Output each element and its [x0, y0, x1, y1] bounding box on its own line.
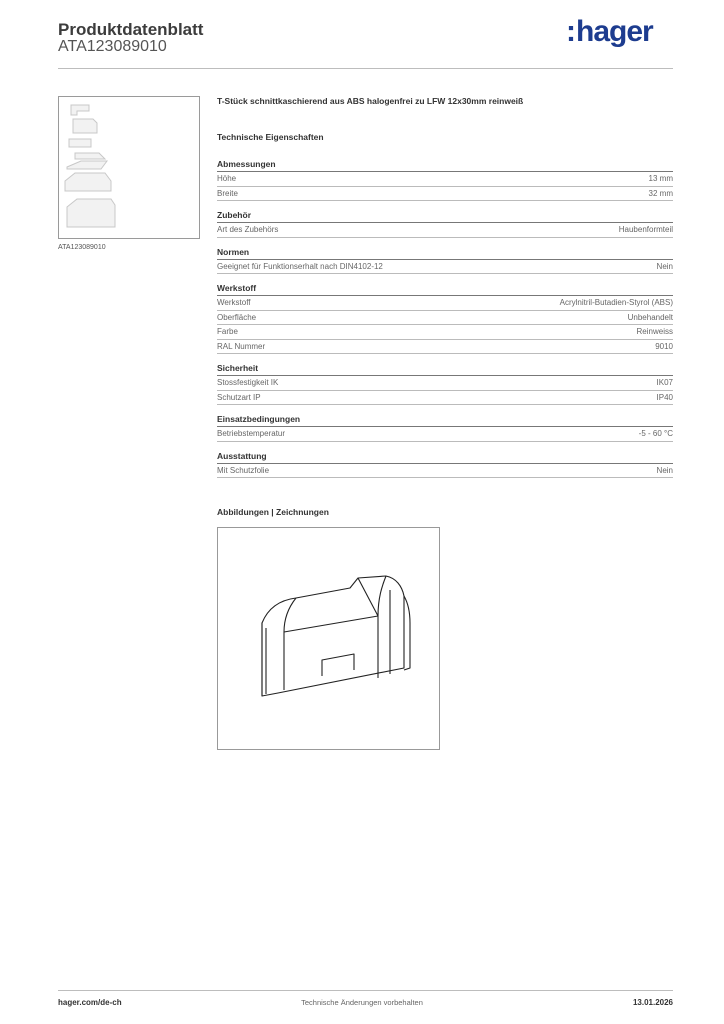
hager-logo: :hager: [566, 15, 653, 48]
product-thumbnail: [58, 96, 200, 239]
technical-drawing: [217, 527, 440, 750]
spec-group: [217, 158, 673, 201]
spec-label: Schutzart IP: [217, 392, 261, 402]
footer-notice: Technische Änderungen vorbehalten: [301, 998, 423, 1007]
spec-value: -5 - 60 °C: [638, 429, 673, 438]
spec-value: IK07: [656, 378, 673, 387]
article-number: ATA123089010: [58, 38, 167, 55]
spec-group-title: Zubehör: [217, 209, 673, 223]
spec-label: Höhe: [217, 174, 237, 183]
spec-label: Breite: [217, 188, 238, 198]
spec-label: Stossfestigkeit IK: [217, 378, 279, 387]
spec-group-title: Abmessungen: [217, 158, 673, 172]
spec-row: [217, 376, 673, 391]
thumbnail-caption: ATA123089010: [58, 244, 106, 251]
spec-label: Betriebstemperatur: [217, 429, 286, 438]
spec-value: 9010: [655, 341, 673, 351]
product-name: T-Stück schnittkaschierend aus ABS halogenfrei zu LFW 12x30mm reinweiß: [217, 96, 524, 106]
spec-group-title: Ausstattung: [217, 450, 673, 464]
spec-row: [217, 427, 673, 442]
footer-divider: [58, 990, 673, 991]
logo-text: hager: [576, 15, 653, 48]
technical-heading: Technische Eigenschaften: [217, 132, 324, 142]
spec-group-title: Werkstoff: [217, 282, 673, 296]
spec-row: [217, 464, 673, 479]
product-parts-image: [59, 97, 199, 238]
footer-date: 13.01.2026: [632, 998, 673, 1007]
footer-website-link[interactable]: hager.com/de-ch: [58, 998, 122, 1007]
spec-value: 13 mm: [648, 174, 673, 183]
spec-group: [217, 282, 673, 354]
spec-value: IP40: [656, 392, 673, 402]
spec-row: [217, 223, 673, 238]
spec-group-title: Einsatzbedingungen: [217, 413, 673, 427]
spec-row: [217, 296, 673, 311]
spec-row: [217, 187, 673, 202]
spec-label: Geeignet für Funktionserhalt nach DIN4102-12: [217, 261, 383, 271]
spec-row: [217, 311, 673, 326]
spec-content: [217, 92, 673, 486]
spec-row: [217, 325, 673, 340]
spec-value: Acrylnitril-Butadien-Styrol (ABS): [559, 298, 673, 307]
spec-row: [217, 172, 673, 187]
spec-group-title: Normen: [217, 246, 673, 260]
spec-label: RAL Nummer: [217, 341, 266, 351]
spec-row: [217, 391, 673, 406]
spec-row: [217, 340, 673, 355]
document-title: Produktdatenblatt: [58, 20, 204, 39]
spec-value: 32 mm: [648, 188, 673, 198]
spec-group: [217, 362, 673, 405]
spec-value: Reinweiss: [636, 327, 673, 336]
spec-group: [217, 209, 673, 238]
spec-label: Farbe: [217, 327, 238, 336]
tee-piece-drawing: [218, 528, 439, 749]
drawings-heading: Abbildungen | Zeichnungen: [217, 507, 329, 517]
spec-label: Mit Schutzfolie: [217, 465, 270, 475]
spec-value: Unbehandelt: [627, 312, 673, 322]
spec-group: [217, 246, 673, 275]
spec-label: Werkstoff: [217, 298, 251, 307]
spec-value: Nein: [656, 261, 673, 271]
spec-value: Haubenformteil: [618, 225, 673, 234]
spec-value: Nein: [656, 465, 673, 475]
spec-label: Oberfläche: [217, 312, 257, 322]
spec-label: Art des Zubehörs: [217, 225, 279, 234]
spec-group-title: Sicherheit: [217, 362, 673, 376]
spec-groups: [217, 158, 673, 478]
spec-row: [217, 260, 673, 275]
spec-group: [217, 413, 673, 442]
header-divider: [58, 68, 673, 69]
spec-group: [217, 450, 673, 479]
